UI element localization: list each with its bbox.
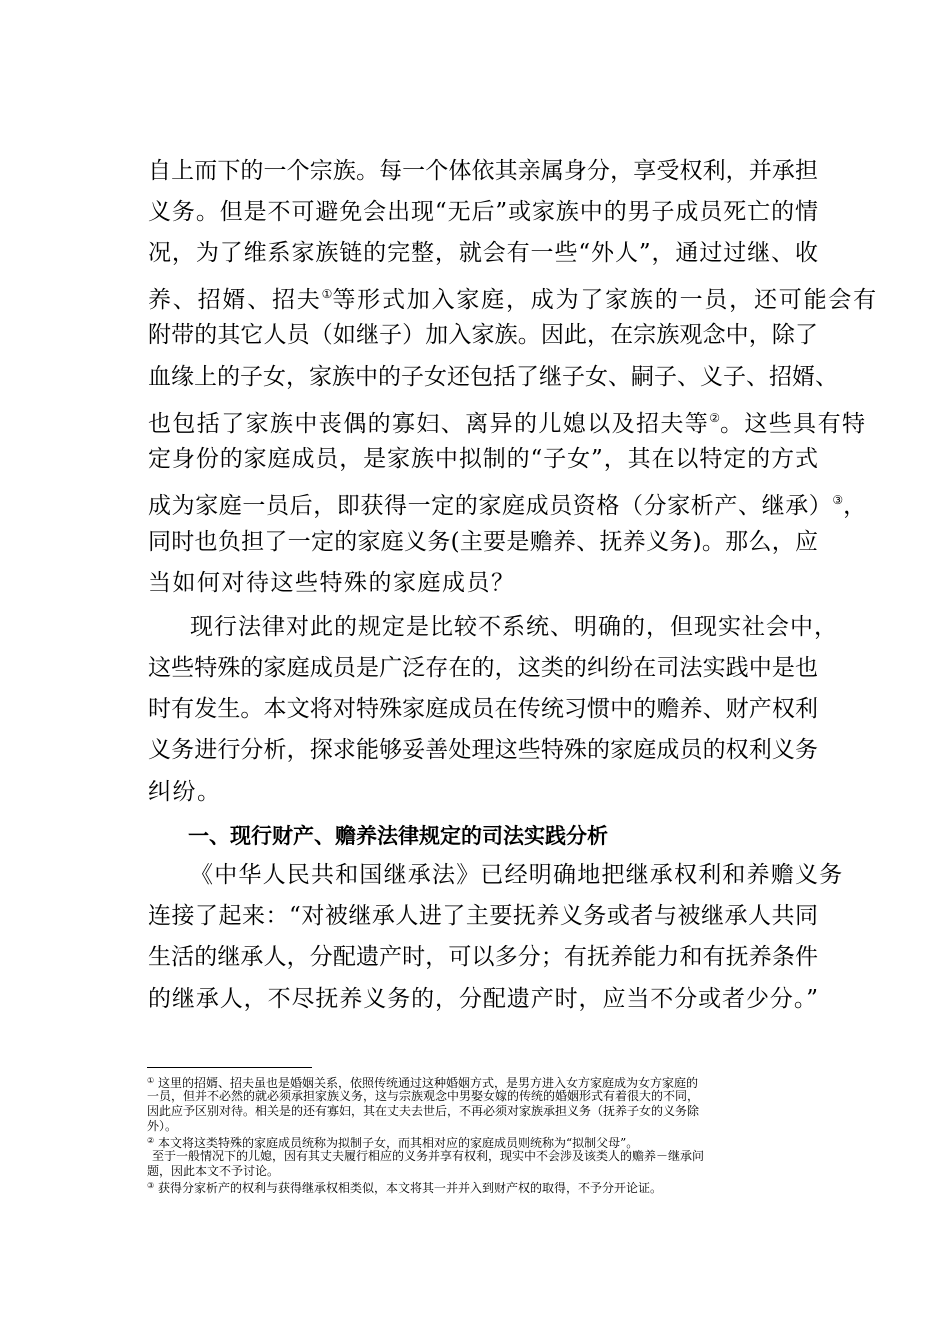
body-line: 成为家庭一员后，即获得一定的家庭成员资格（分家析产、继承）③， [148,493,867,519]
body-line: 也包括了家族中丧偶的寡妇、离异的儿媳以及招夫等②。这些具有特 [148,411,867,437]
body-line: 《中华人民共和国继承法》已经明确地把继承权利和养赡义务 [190,862,844,888]
body-line: 自上而下的一个宗族。每一个体依其亲属身分，享受权利，并承担 [148,158,818,184]
body-line: 连接了起来：“对被继承人进了主要抚养义务或者与被继承人共同 [148,903,818,929]
body-line: 的继承人，不尽抚养义务的，分配遗产时，应当不分或者少分。” [148,986,818,1012]
body-line: 同时也负担了一定的家庭义务(主要是赡养、抚养义务)。那么，应 [148,529,818,555]
body-line: 养、招婿、招夫①等形式加入家庭，成为了家族的一员，还可能会有 [148,287,878,313]
body-line: 义务。但是不可避免会出现“无后”或家族中的男子成员死亡的情 [148,199,818,225]
section-heading: 一、现行财产、赡养法律规定的司法实践分析 [188,824,608,848]
body-line: 血缘上的子女，家族中的子女还包括了继子女、嗣子、义子、招婿、 [148,364,838,390]
footnote-line: 一员，但并不必然的就必须承担家族义务，这与宗族观念中男娶女嫁的传统的婚姻形式有着很大的不同， [147,1089,700,1103]
body-line: 定身份的家庭成员，是家族中拟制的“子女”，其在以特定的方式 [148,446,818,472]
body-line: 当如何对待这些特殊的家庭成员？ [148,570,516,596]
footnote-1: ① 这里的招婿、招夫虽也是婚姻关系，依照传统通过这种婚姻方式，是男方进入女方家庭成为女方家庭的 [147,1076,699,1090]
body-line: 义务进行分析，探求能够妥善处理这些特殊的家庭成员的权利义务 [148,737,818,763]
body-line: 附带的其它人员（如继子）加入家族。因此，在宗族观念中，除了 [148,322,818,348]
footnote-ref-1: ① [321,287,333,301]
footnote-ref-3: ③ [832,493,844,507]
body-line: 纠纷。 [148,779,222,805]
footnote-line: 外）。 [147,1119,178,1133]
body-line: 况，为了维系家族链的完整，就会有一些“外人”，通过过继、收 [148,240,818,266]
footnote-2: ② 本文将这类特殊的家庭成员统称为拟制子女，而其相对应的家庭成员则统称为“拟制父母”。 [147,1136,639,1150]
footnote-ref-2: ② [709,411,720,425]
body-line: 这些特殊的家庭成员是广泛存在的，这类的纠纷在司法实践中是也 [148,655,818,681]
body-line: 现行法律对此的规定是比较不系统、明确的，但现实社会中， [190,614,838,640]
footnote-line: 因此应予区别对待。相关是的还有寡妇，其在丈夫去世后，不再必须对家族承担义务（抚养子女的义务除 [147,1104,700,1118]
body-line: 生活的继承人，分配遗产时，可以多分；有抚养能力和有抚养条件 [148,944,818,970]
footnote-3: ③ 获得分家析产的权利与获得继承权相类似，本文将其一并并入到财产权的取得，不予分开论证。 [147,1181,663,1195]
body-line: 时有发生。本文将对特殊家庭成员在传统习惯中的赡养、财产权利 [148,696,818,722]
footnote-line: 至于一般情况下的儿媳，因有其丈夫履行相应的义务并享有权利，现实中不会涉及该类人的赡养－继承问 [152,1149,705,1163]
footnote-separator [147,1067,312,1068]
footnote-line: 题，因此本文不予讨论。 [147,1164,280,1178]
